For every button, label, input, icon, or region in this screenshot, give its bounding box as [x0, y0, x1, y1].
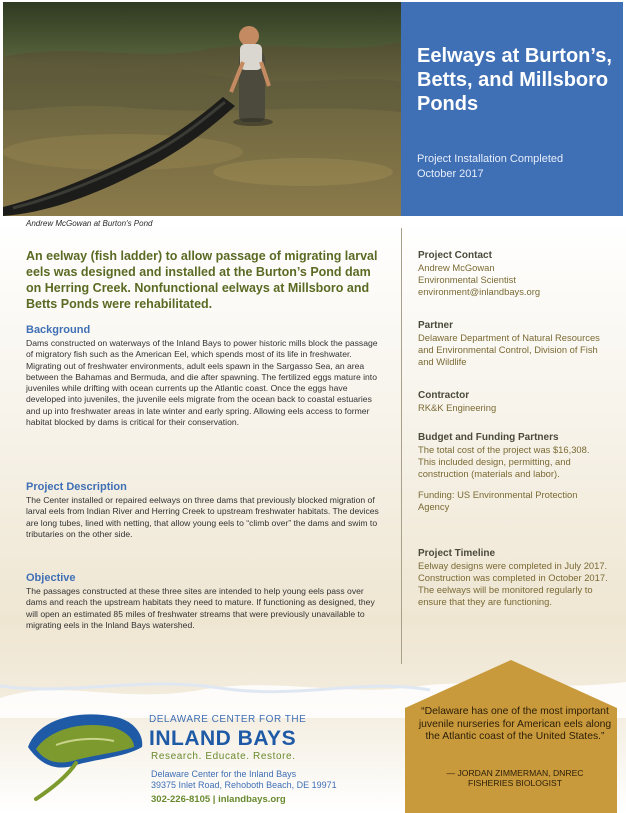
address-line-2: 39375 Inlet Road, Rehoboth Beach, DE 19971 — [151, 780, 337, 790]
quote-attribution-line-1: — JORDAN ZIMMERMAN, DNREC — [446, 768, 584, 778]
contractor-block — [418, 390, 614, 414]
photo-caption: Andrew McGowan at Burton's Pond — [26, 219, 153, 228]
budget-heading: Budget and Funding Partners — [418, 432, 559, 443]
contact-name: Andrew McGowan — [418, 262, 495, 273]
org-name-main: INLAND BAYS — [149, 727, 297, 750]
project-description-body: The Center installed or repaired eelways on three dams that previously blocked migration of larval eels from Indian River and Herring Creek to upstream freshwater habitats. The devices are long tubes, lined with netting, that allow young eels to “climb over” the dams and swim to tributaries on the other side. — [26, 495, 379, 539]
objective-heading: Objective — [26, 572, 76, 584]
org-name-top: DELAWARE CENTER FOR THE — [149, 714, 307, 725]
budget-block — [418, 432, 608, 513]
org-tagline: Research. Educate. Restore. — [151, 751, 296, 762]
hero-photo — [3, 2, 401, 216]
partner-heading: Partner — [418, 320, 454, 331]
partner-text: Delaware Department of Natural Resources and Environmental Control, Division of Fish and Wildlife — [418, 332, 600, 367]
background-heading: Background — [26, 324, 91, 336]
contractor-heading: Contractor — [418, 390, 470, 401]
subtitle-line-1: Project Installation Completed — [417, 153, 564, 165]
contractor-text: RK&K Engineering — [418, 402, 497, 413]
contact-email[interactable]: environment@inlandbays.org — [418, 286, 541, 297]
address-line-1: Delaware Center for the Inland Bays — [151, 769, 297, 779]
timeline-text: Eelway designs were completed in July 2017. Construction was completed in October 2017. The eelways will be monitored regularly to ensure that they are functioning. — [418, 560, 608, 607]
org-contact[interactable]: 302-226-8105 | inlandbays.org — [151, 794, 286, 805]
page-title: Eelways at Burton’s, Betts, and Millsboro Ponds — [417, 45, 612, 115]
partner-block — [418, 320, 614, 368]
intro-paragraph: An eelway (fish ladder) to allow passage of migrating larval eels was designed and installed at the Burton’s Pond dam on Herring Creek. Nonfunctional eelways at Millsboro and Betts Ponds were rehabilitated. — [26, 249, 378, 311]
project-description-heading: Project Description — [26, 481, 127, 493]
objective-body: The passages constructed at these three sites are intended to help young eels pass over dams and reach the upstream habitats they need to mature. If functioning as designed, they will open an estimated 85 miles of freshwater streams that were previously unavailable to migrating eels in the Inland Bays watershed. — [26, 586, 375, 630]
subtitle-line-2: October 2017 — [417, 168, 484, 180]
column-divider — [401, 228, 402, 664]
quote-attribution-line-2: FISHERIES BIOLOGIST — [467, 778, 563, 788]
org-address — [151, 769, 337, 791]
funding-text: Funding: US Environmental Protection Agency — [418, 489, 578, 512]
project-contact-block — [418, 250, 614, 298]
quote-attribution — [418, 768, 612, 788]
timeline-block — [418, 548, 610, 608]
quote-text: “Delaware has one of the most important juvenile nurseries for American eels along the Atlantic coast of the United States.” — [418, 706, 612, 742]
contact-role: Environmental Scientist — [418, 274, 516, 285]
title-subtitle — [417, 152, 617, 182]
pond-photo-illustration — [3, 2, 401, 216]
project-contact-heading: Project Contact — [418, 250, 492, 261]
timeline-heading: Project Timeline — [418, 548, 496, 559]
horseshoe-crab-logo — [16, 705, 146, 805]
title-box — [401, 2, 623, 216]
background-body: Dams constructed on waterways of the Inland Bays to power historic mills block the passage of migratory fish such as the American Eel, which spends most of its life in freshwater. Migrating out of freshwater environments, adult eels spawn in the Sargasso Sea, an area between the Bahamas and Bermuda, and die after spawning. The fertilized eggs mature into juveniles while drifting with ocean currents up the Atlantic coast. Once the eggs have developed into juveniles, the juvenile eels migrate from the ocean back to coastal estuaries and up into freshwater areas in late winter and early spring. Allowing eels access to former habitat blocked by dams is critical for their conservation. — [26, 338, 378, 428]
budget-text: The total cost of the project was $16,308. This included design, permitting, and construction (materials and labor). — [418, 444, 590, 479]
